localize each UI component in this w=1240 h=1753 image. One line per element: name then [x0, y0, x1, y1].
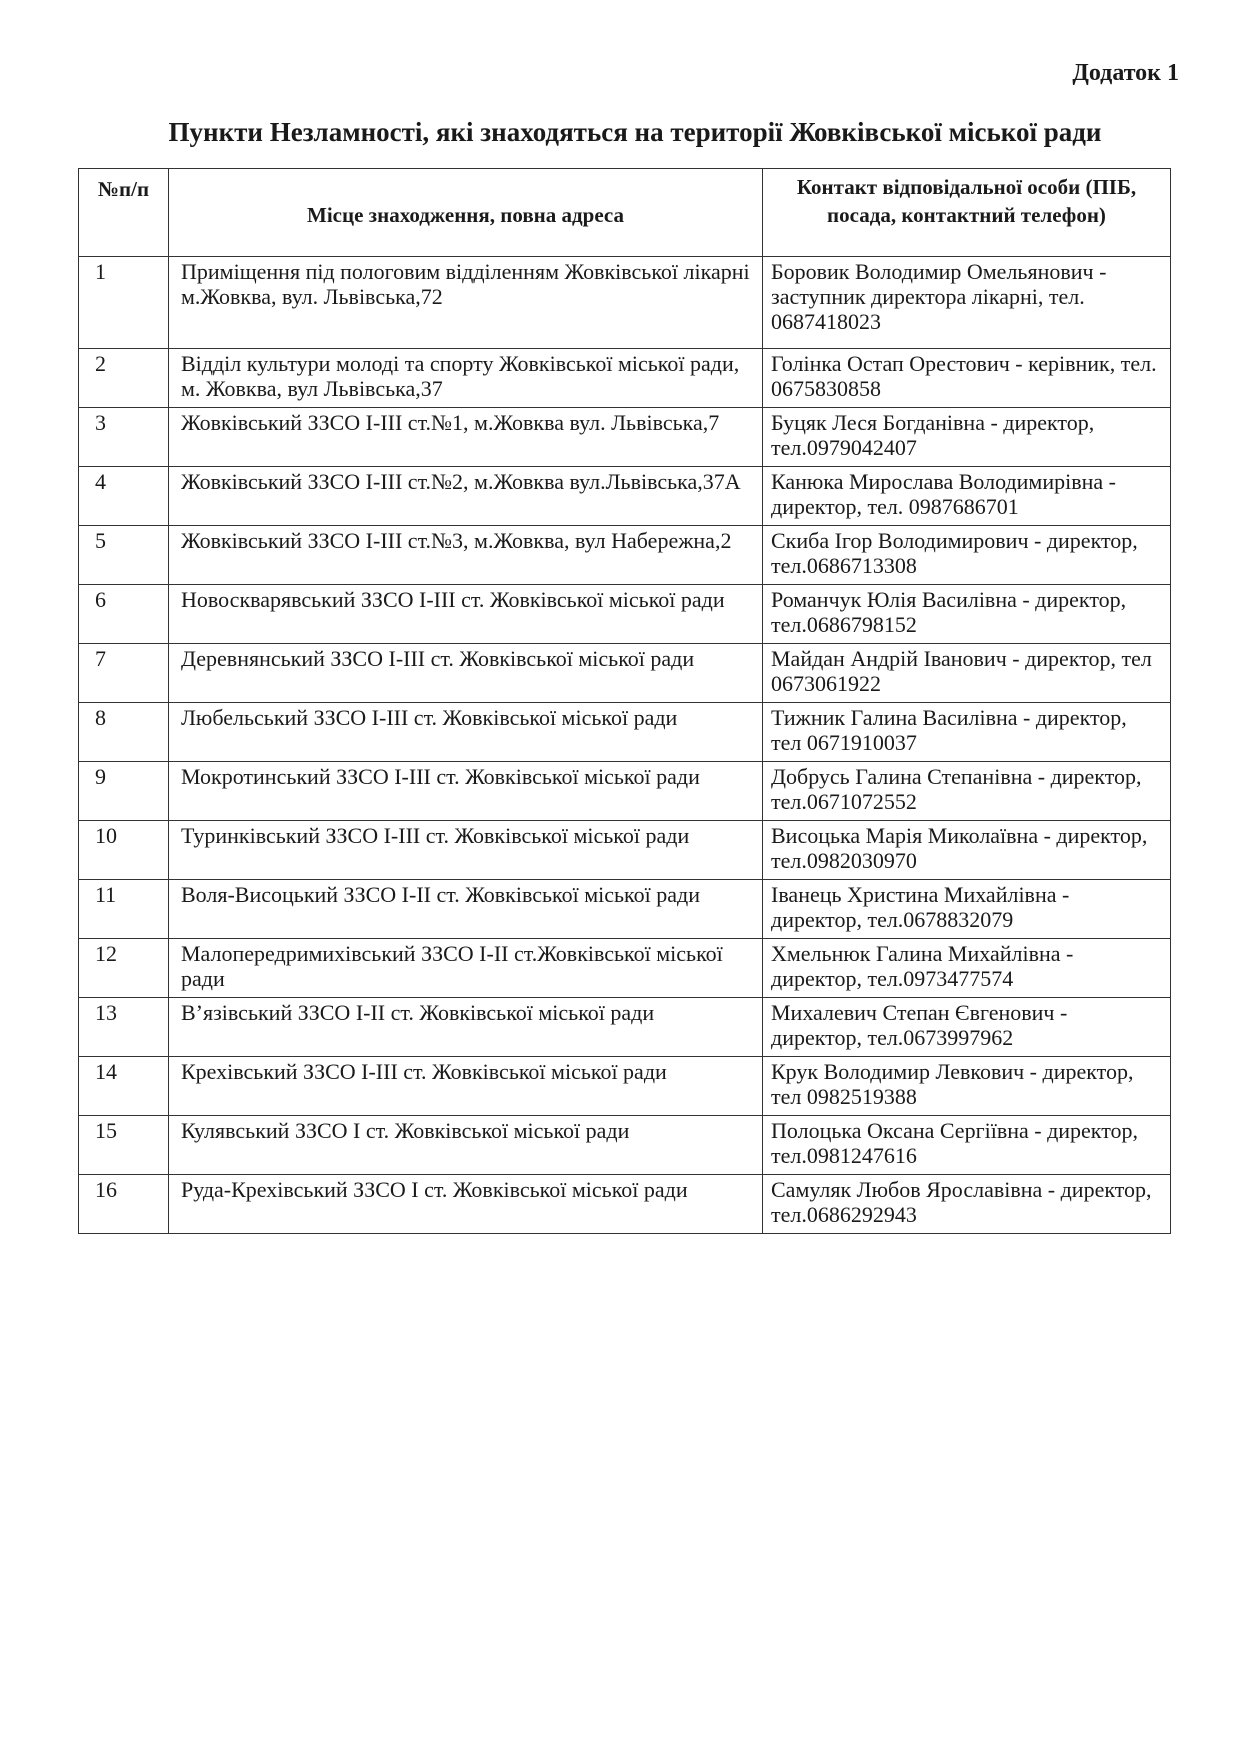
header-location: Місце знаходження, повна адреса: [169, 169, 763, 257]
cell-number: 9: [79, 762, 169, 821]
cell-contact: Канюка Мирослава Володимирівна - директор, тел. 0987686701: [763, 467, 1171, 526]
cell-location: Жовківський ЗЗСО І-ІІІ ст.№3, м.Жовква, вул Набережна,2: [169, 526, 763, 585]
table-body: [79, 257, 1171, 1234]
cell-location: Воля-Висоцький ЗЗСО І-ІІ ст. Жовківської міської ради: [169, 880, 763, 939]
cell-contact: Хмельнюк Галина Михайлівна - директор, тел.0973477574: [763, 939, 1171, 998]
cell-location: Жовківський ЗЗСО І-ІІІ ст.№2, м.Жовква вул.Львівська,37А: [169, 467, 763, 526]
table-row: [79, 1057, 1171, 1116]
table-row: [79, 1175, 1171, 1234]
cell-number: 2: [79, 349, 169, 408]
cell-number: 3: [79, 408, 169, 467]
table-row: [79, 703, 1171, 762]
cell-number: 8: [79, 703, 169, 762]
cell-contact: Полоцька Оксана Сергіївна - директор, тел.0981247616: [763, 1116, 1171, 1175]
cell-location: Деревнянський ЗЗСО І-ІІІ ст. Жовківської міської ради: [169, 644, 763, 703]
table-row: [79, 939, 1171, 998]
cell-number: 16: [79, 1175, 169, 1234]
cell-contact: Самуляк Любов Ярославівна - директор, тел.0686292943: [763, 1175, 1171, 1234]
header-number: №п/п: [79, 169, 169, 257]
table-row: [79, 1116, 1171, 1175]
table-row: [79, 408, 1171, 467]
table-row: [79, 880, 1171, 939]
document-title: Пункти Незламності, які знаходяться на території Жовківської міської ради: [168, 117, 1102, 147]
cell-contact: Романчук Юлія Василівна - директор, тел.0686798152: [763, 585, 1171, 644]
cell-contact: Висоцька Марія Миколаївна - директор, тел.0982030970: [763, 821, 1171, 880]
table-row: [79, 257, 1171, 349]
cell-location: Мокротинський ЗЗСО І-ІІІ ст. Жовківської міської ради: [169, 762, 763, 821]
cell-contact: Майдан Андрій Іванович - директор, тел 0673061922: [763, 644, 1171, 703]
table-row: [79, 644, 1171, 703]
cell-number: 7: [79, 644, 169, 703]
cell-location: Жовківський ЗЗСО І-ІІІ ст.№1, м.Жовква вул. Львівська,7: [169, 408, 763, 467]
table-row: [79, 762, 1171, 821]
cell-number: 5: [79, 526, 169, 585]
table-header-row: [79, 169, 1171, 257]
cell-number: 11: [79, 880, 169, 939]
cell-contact: Добрусь Галина Степанівна - директор, тел.0671072552: [763, 762, 1171, 821]
cell-contact: Скиба Ігор Володимирович - директор, тел.0686713308: [763, 526, 1171, 585]
resilience-points-table: [78, 168, 1171, 1234]
table-row: [79, 998, 1171, 1057]
cell-location: Крехівський ЗЗСО І-ІІІ ст. Жовківської міської ради: [169, 1057, 763, 1116]
cell-contact: Михалевич Степан Євгенович - директор, тел.0673997962: [763, 998, 1171, 1057]
table-row: [79, 821, 1171, 880]
cell-number: 12: [79, 939, 169, 998]
cell-location: Туринківський ЗЗСО І-ІІІ ст. Жовківської міської ради: [169, 821, 763, 880]
cell-location: Новоскварявський ЗЗСО І-ІІІ ст. Жовківської міської ради: [169, 585, 763, 644]
table-row: [79, 467, 1171, 526]
cell-contact: Крук Володимир Левкович - директор, тел 0982519388: [763, 1057, 1171, 1116]
cell-number: 14: [79, 1057, 169, 1116]
cell-contact: Боровик Володимир Омельянович - заступник директора лікарні, тел. 0687418023: [763, 257, 1171, 349]
cell-contact: Буцяк Леся Богданівна - директор, тел.0979042407: [763, 408, 1171, 467]
cell-number: 4: [79, 467, 169, 526]
cell-contact: Тижник Галина Василівна - директор, тел 0671910037: [763, 703, 1171, 762]
cell-number: 10: [79, 821, 169, 880]
cell-number: 1: [79, 257, 169, 349]
cell-number: 15: [79, 1116, 169, 1175]
table-row: [79, 526, 1171, 585]
header-contact: Контакт відповідальної особи (ПІБ, посада, контактний телефон): [763, 169, 1171, 257]
cell-location: В’язівський ЗЗСО І-ІІ ст. Жовківської міської ради: [169, 998, 763, 1057]
cell-location: Малопередримихівський ЗЗСО І-ІІ ст.Жовківської міської ради: [169, 939, 763, 998]
cell-location: Руда-Крехівський ЗЗСО І ст. Жовківської міської ради: [169, 1175, 763, 1234]
cell-location: Приміщення під пологовим відділенням Жовківської лікарні м.Жовква, вул. Львівська,72: [169, 257, 763, 349]
cell-contact: Голінка Остап Орестович - керівник, тел. 0675830858: [763, 349, 1171, 408]
cell-contact: Іванець Христина Михайлівна - директор, тел.0678832079: [763, 880, 1171, 939]
table-row: [79, 585, 1171, 644]
table-row: [79, 349, 1171, 408]
cell-location: Кулявський ЗЗСО І ст. Жовківської міської ради: [169, 1116, 763, 1175]
cell-number: 13: [79, 998, 169, 1057]
cell-number: 6: [79, 585, 169, 644]
appendix-label: Додаток 1: [1072, 60, 1179, 86]
table-header: [79, 169, 1171, 257]
cell-location: Любельський ЗЗСО І-ІІІ ст. Жовківської міської ради: [169, 703, 763, 762]
cell-location: Відділ культури молоді та спорту Жовківської міської ради, м. Жовква, вул Львівська,37: [169, 349, 763, 408]
